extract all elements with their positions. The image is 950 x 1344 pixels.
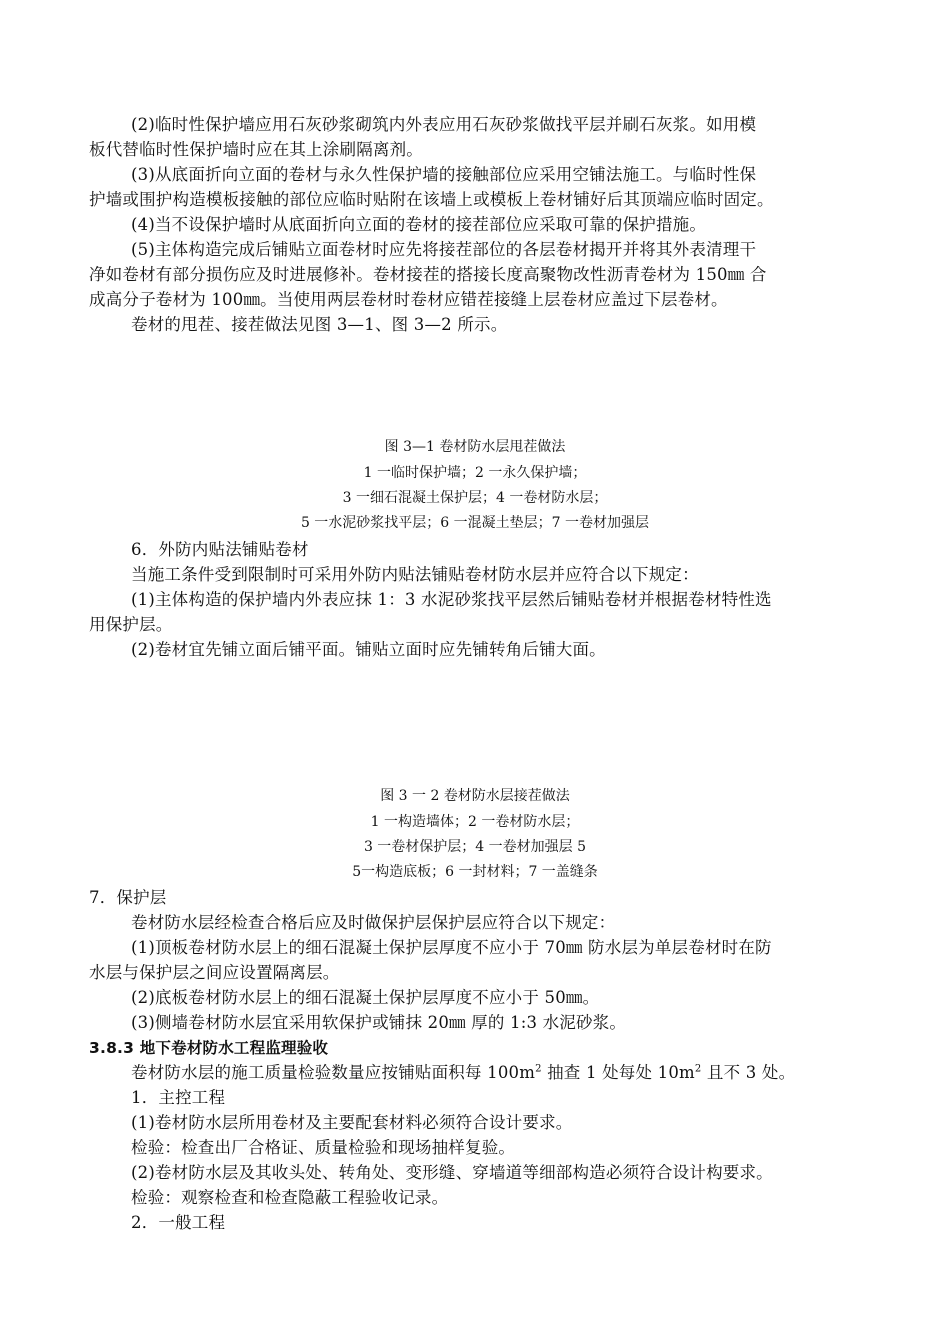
section-6-item-2: (2)卷材宜先铺立面后铺平面。铺贴立面时应先铺转角后铺大面。 [131, 640, 606, 659]
section-7-heading: 7．保护层 [89, 888, 167, 907]
main-control-item-1: (1)卷材防水层所用卷材及主要配套材料必须符合设计要求。 [131, 1113, 573, 1132]
section-383-heading: 3.8.3 地下卷材防水工程监理验收 [89, 1039, 329, 1057]
figure-2-legend-line-2: 3 一卷材保护层；4 一卷材加强层 5 [363, 839, 587, 855]
inspection-quantity-text-a: 卷材防水层的施工质量检验数量应按铺贴面积每 100m [131, 1063, 536, 1082]
section-6-item-1-line-2: 用保护层。 [89, 615, 173, 634]
figure-1-legend-line-1: 1 一临时保护墙；2 一永久保护墙； [363, 465, 587, 481]
paragraph-item-2-line-2: 板代替临时性保护墙时应在其上涂刷隔离剂。 [89, 140, 423, 159]
section-7-intro: 卷材防水层经检查合格后应及时做保护层保护层应符合以下规定： [131, 913, 616, 932]
section-6-heading: 6．外防内贴法铺贴卷材 [131, 540, 309, 559]
inspection-method-1: 检验：检查出厂合格证、质量检验和现场抽样复验。 [131, 1138, 516, 1157]
superscript-squared-1: 2 [535, 1063, 542, 1075]
section-7-item-1-line-1: (1)顶板卷材防水层上的细石混凝土保护层厚度不应小于 70㎜ 防水层为单层卷材时在防 [131, 938, 772, 957]
paragraph-item-5-line-2: 净如卷材有部分损伤应及时进展修补。卷材接茬的搭接长度高聚物改性沥青卷材为 150㎜ 合 [89, 265, 767, 284]
figure-1-legend-line-2: 3 一细石混凝土保护层；4 一卷材防水层； [342, 490, 608, 506]
paragraph-item-4-line-1: (4)当不设保护墙时从底面折向立面的卷材的接茬部位应采取可靠的保护措施。 [131, 215, 707, 234]
paragraph-item-2-line-1: (2)临时性保护墙应用石灰砂浆砌筑内外表应用石灰砂浆做找平层并刷石灰浆。如用模 [131, 115, 757, 134]
section-7-item-3: (3)侧墙卷材防水层宜采用软保护或铺抹 20㎜ 厚的 1:3 水泥砂浆。 [131, 1013, 627, 1032]
figure-1-title: 图 3—1 卷材防水层甩茬做法 [384, 439, 566, 455]
inspection-quantity-text-c: 且不 3 处。 [701, 1063, 796, 1082]
main-control-heading: 1．主控工程 [131, 1088, 226, 1107]
superscript-squared-2: 2 [694, 1063, 702, 1075]
figure-2-legend-line-3: 5一构造底板；6 一封材料；7 一盖缝条 [352, 864, 598, 880]
section-7-item-2: (2)底板卷材防水层上的细石混凝土保护层厚度不应小于 50㎜。 [131, 988, 600, 1007]
paragraph-item-3-line-2: 护墙或围护构造模板接触的部位应临时贴附在该墙上或模板上卷材铺好后其顶端应临时固定。 [89, 190, 774, 209]
main-control-item-2: (2)卷材防水层及其收头处、转角处、变形缝、穿墙道等细部构造必须符合设计构要求。 [131, 1163, 773, 1182]
paragraph-item-5-line-3: 成高分子卷材为 100㎜。当使用两层卷材时卷材应错茬接缝上层卷材应盖过下层卷材。 [89, 290, 728, 309]
section-6-item-1-line-1: (1)主体构造的保护墙内外表应抹 1：3 水泥砂浆找平层然后铺贴卷材并根据卷材特性选 [131, 590, 772, 609]
figure-2-legend-line-1: 1 一构造墙体；2 一卷材防水层； [370, 814, 580, 830]
section-7-item-1-line-2: 水层与保护层之间应设置隔离层。 [89, 963, 340, 982]
inspection-method-2: 检验：观察检查和检查隐蔽工程验收记录。 [131, 1188, 449, 1207]
paragraph-item-3-line-1: (3)从底面折向立面的卷材与永久性保护墙的接触部位应采用空铺法施工。与临时性保 [131, 165, 757, 184]
general-items-heading: 2．一般工程 [131, 1213, 226, 1232]
figure-reference-paragraph: 卷材的甩茬、接茬做法见图 3—1、图 3—2 所示。 [131, 315, 508, 334]
section-6-intro: 当施工条件受到限制时可采用外防内贴法铺贴卷材防水层并应符合以下规定： [131, 565, 699, 584]
figure-2-title: 图 3 一 2 卷材防水层接茬做法 [380, 788, 570, 804]
paragraph-item-5-line-1: (5)主体构造完成后铺贴立面卷材时应先将接茬部位的各层卷材揭开并将其外表清理干 [131, 240, 757, 259]
inspection-quantity-text-b: 抽查 1 处每处 10m [541, 1063, 695, 1082]
inspection-quantity-paragraph [131, 1060, 795, 1086]
figure-1-legend-line-3: 5 一水泥砂浆找平层；6 一混凝土垫层；7 一卷材加强层 [300, 515, 650, 531]
